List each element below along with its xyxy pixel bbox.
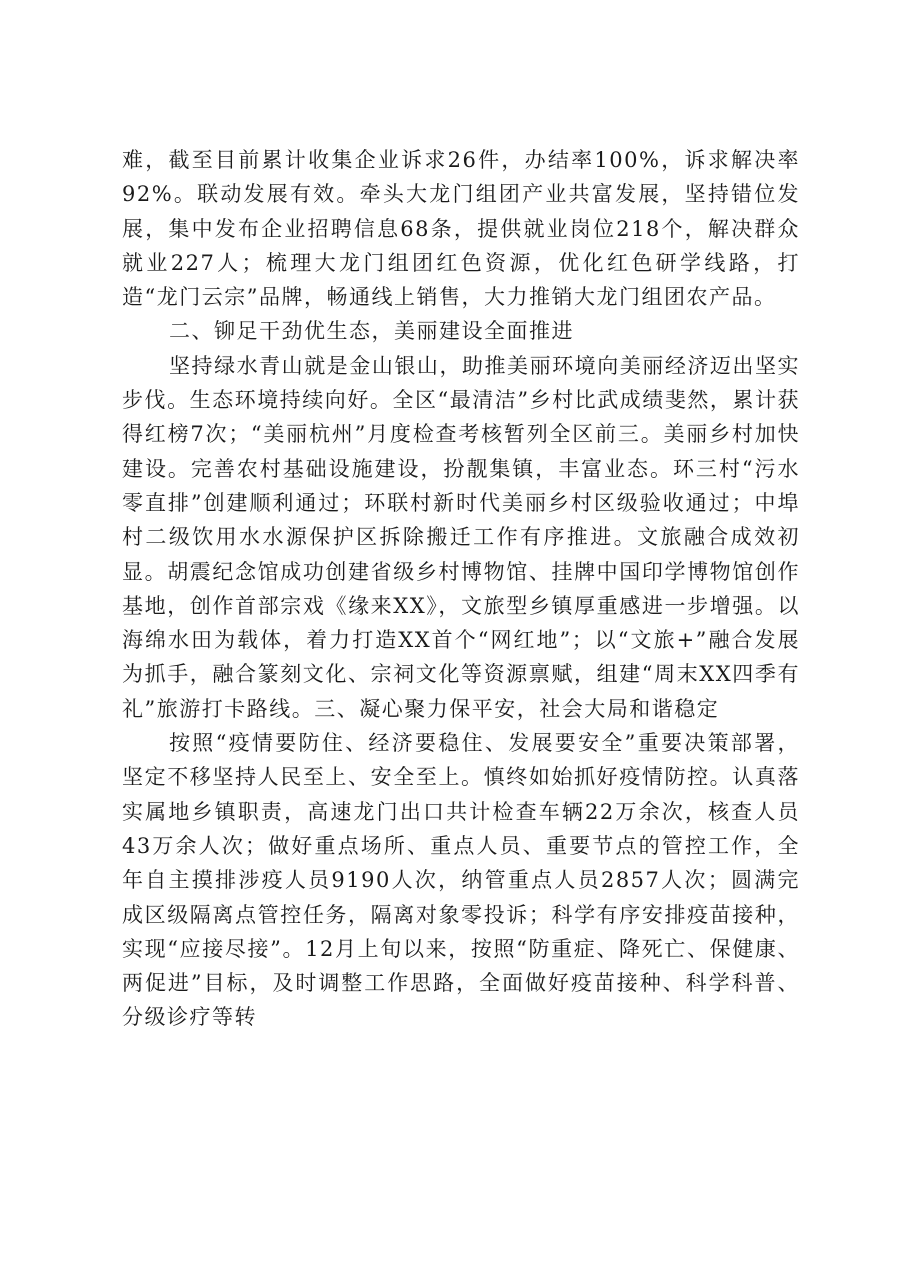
paragraph-ecology: 坚持绿水青山就是金山银山，助推美丽环境向美丽经济迈出坚实步伐。生态环境持续向好。全区“最清洁”乡村比武成绩斐然，累计获得红榜7次；“美丽杭州”月度检查考核暂列全区前三。美丽乡村加快建设。完善农村基础设施建设，扮靓集镇，丰富业态。环三村“污水零直排”创建顺利通过；环联村新时代美丽乡村区级验收通过；中埠村二级饮用水水源保护区拆除搬迁工作有序推进。文旅融合成效初显。胡震纪念馆成功创建省级乡村博物馆、挂牌中国印学博物馆创作基地，创作首部宗戏《缘来XX》，文旅型乡镇厚重感进一步增强。以海绵水田为载体，着力打造XX首个“网红地”；以“文旅+”融合发展为抓手，融合篆刻文化、宗祠文化等资源禀赋，组建“周末XX四季有礼”旅游打卡路线。三、凝心聚力保平安，社会大局和谐稳定 [122, 353, 800, 721]
section-heading-2: 二、铆足干劲优生态，美丽建设全面推进 [169, 319, 574, 344]
paragraph-safety: 按照“疫情要防住、经济要稳住、发展要安全”重要决策部署，坚定不移坚持人民至上、安全至上。慎终如始抓好疫情防控。认真落实属地乡镇职责，高速龙门出口共计检查车辆22万余次，核查人员43万余人次；做好重点场所、重点人员、重要节点的管控工作，全年自主摸排涉疫人员9190人次，纳管重点人员2857人次；圆满完成区级隔离点管控任务，隔离对象零投诉；科学有序安排疫苗接种，实现“应接尽接”。12月上旬以来，按照“防重症、降死亡、保健康、两促进”目标，及时调整工作思路，全面做好疫苗接种、科学科普、分级诊疗等转 [122, 731, 800, 1030]
document-body [122, 143, 800, 1035]
paragraph-continuation: 难，截至目前累计收集企业诉求26件，办结率100%，诉求解决率92%。联动发展有效。牵头大龙门组团产业共富发展，坚持错位发展，集中发布企业招聘信息68条，提供就业岗位218个，解决群众就业227人；梳理大龙门组团红色资源，优化红色研学线路，打造“龙门云宗”品牌，畅通线上销售，大力推销大龙门组团农产品。 [122, 148, 800, 310]
